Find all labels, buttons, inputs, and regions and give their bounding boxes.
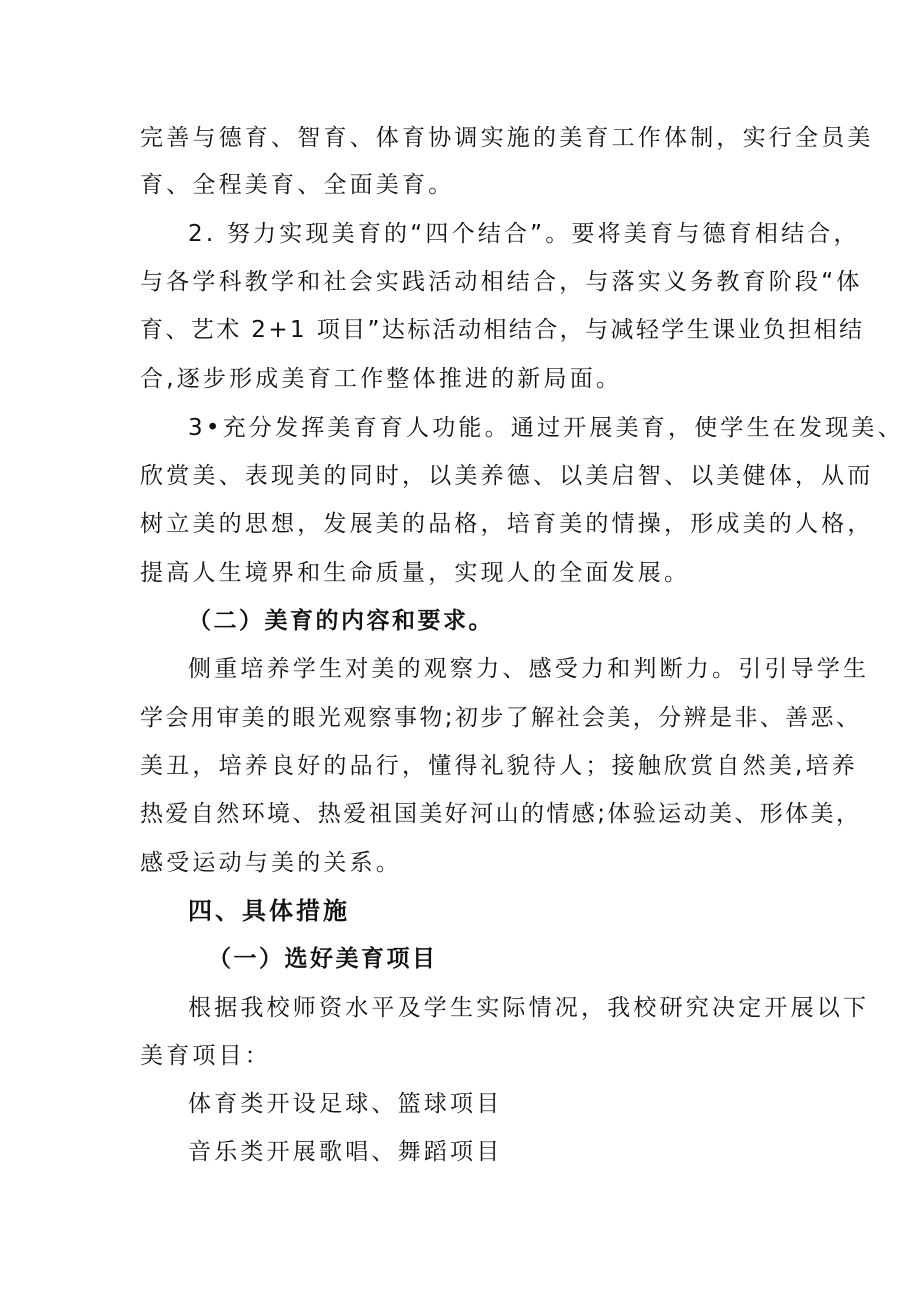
section-heading: （一）选好美育项目	[208, 946, 438, 972]
paragraph-line: 侧重培养学生对美的观察力、感受力和判断力。引引导学生	[188, 656, 870, 682]
paragraph-line: 3•充分发挥美育育人功能。通过开展美育，使学生在发现美、	[188, 415, 904, 441]
paragraph-line: 完善与德育、智育、体育协调实施的美育工作体制，实行全员美	[140, 125, 874, 151]
paragraph-line: 合,逐步形成美育工作整体推进的新局面。	[140, 366, 623, 392]
list-item: 体育类开设足球、篮球项目	[188, 1091, 503, 1117]
paragraph-line: 学会用审美的眼光观察事物;初步了解社会美，分辨是非、善恶、	[140, 705, 862, 731]
paragraph-line: 提高人生境界和生命质量，实现人的全面发展。	[140, 560, 691, 586]
paragraph-line: 美育项目：	[140, 1043, 271, 1069]
paragraph-line: 感受运动与美的关系。	[140, 850, 402, 876]
paragraph-line: 热爱自然环境、热爱祖国美好河山的情感;体验运动美、形体美，	[140, 801, 862, 827]
paragraph-line: 育、艺术 2+1 项目”达标活动相结合，与减轻学生课业负担相结	[140, 317, 865, 343]
paragraph-line: 与各学科教学和社会实践活动相结合，与落实义务教育阶段“体	[140, 269, 863, 295]
section-heading: （二）美育的内容和要求。	[188, 608, 494, 634]
list-item: 音乐类开展歌唱、舞蹈项目	[188, 1139, 503, 1165]
paragraph-line: 育、全程美育、全面美育。	[140, 172, 455, 198]
paragraph-line: 2. 努力实现美育的“四个结合”。要将美育与德育相结合，	[188, 221, 860, 247]
chapter-heading: 四、具体措施	[188, 897, 350, 925]
paragraph-line: 根据我校师资水平及学生实际情况，我校研究决定开展以下	[188, 995, 870, 1021]
paragraph-line: 欣赏美、表现美的同时，以美养德、以美启智、以美健体，从而	[140, 463, 874, 489]
paragraph-line: 美丑，培养良好的品行，懂得礼貌待人；接触欣赏自然美,培养	[140, 753, 858, 779]
paragraph-line: 树立美的思想，发展美的品格，培育美的情操，形成美的人格，	[140, 511, 874, 537]
